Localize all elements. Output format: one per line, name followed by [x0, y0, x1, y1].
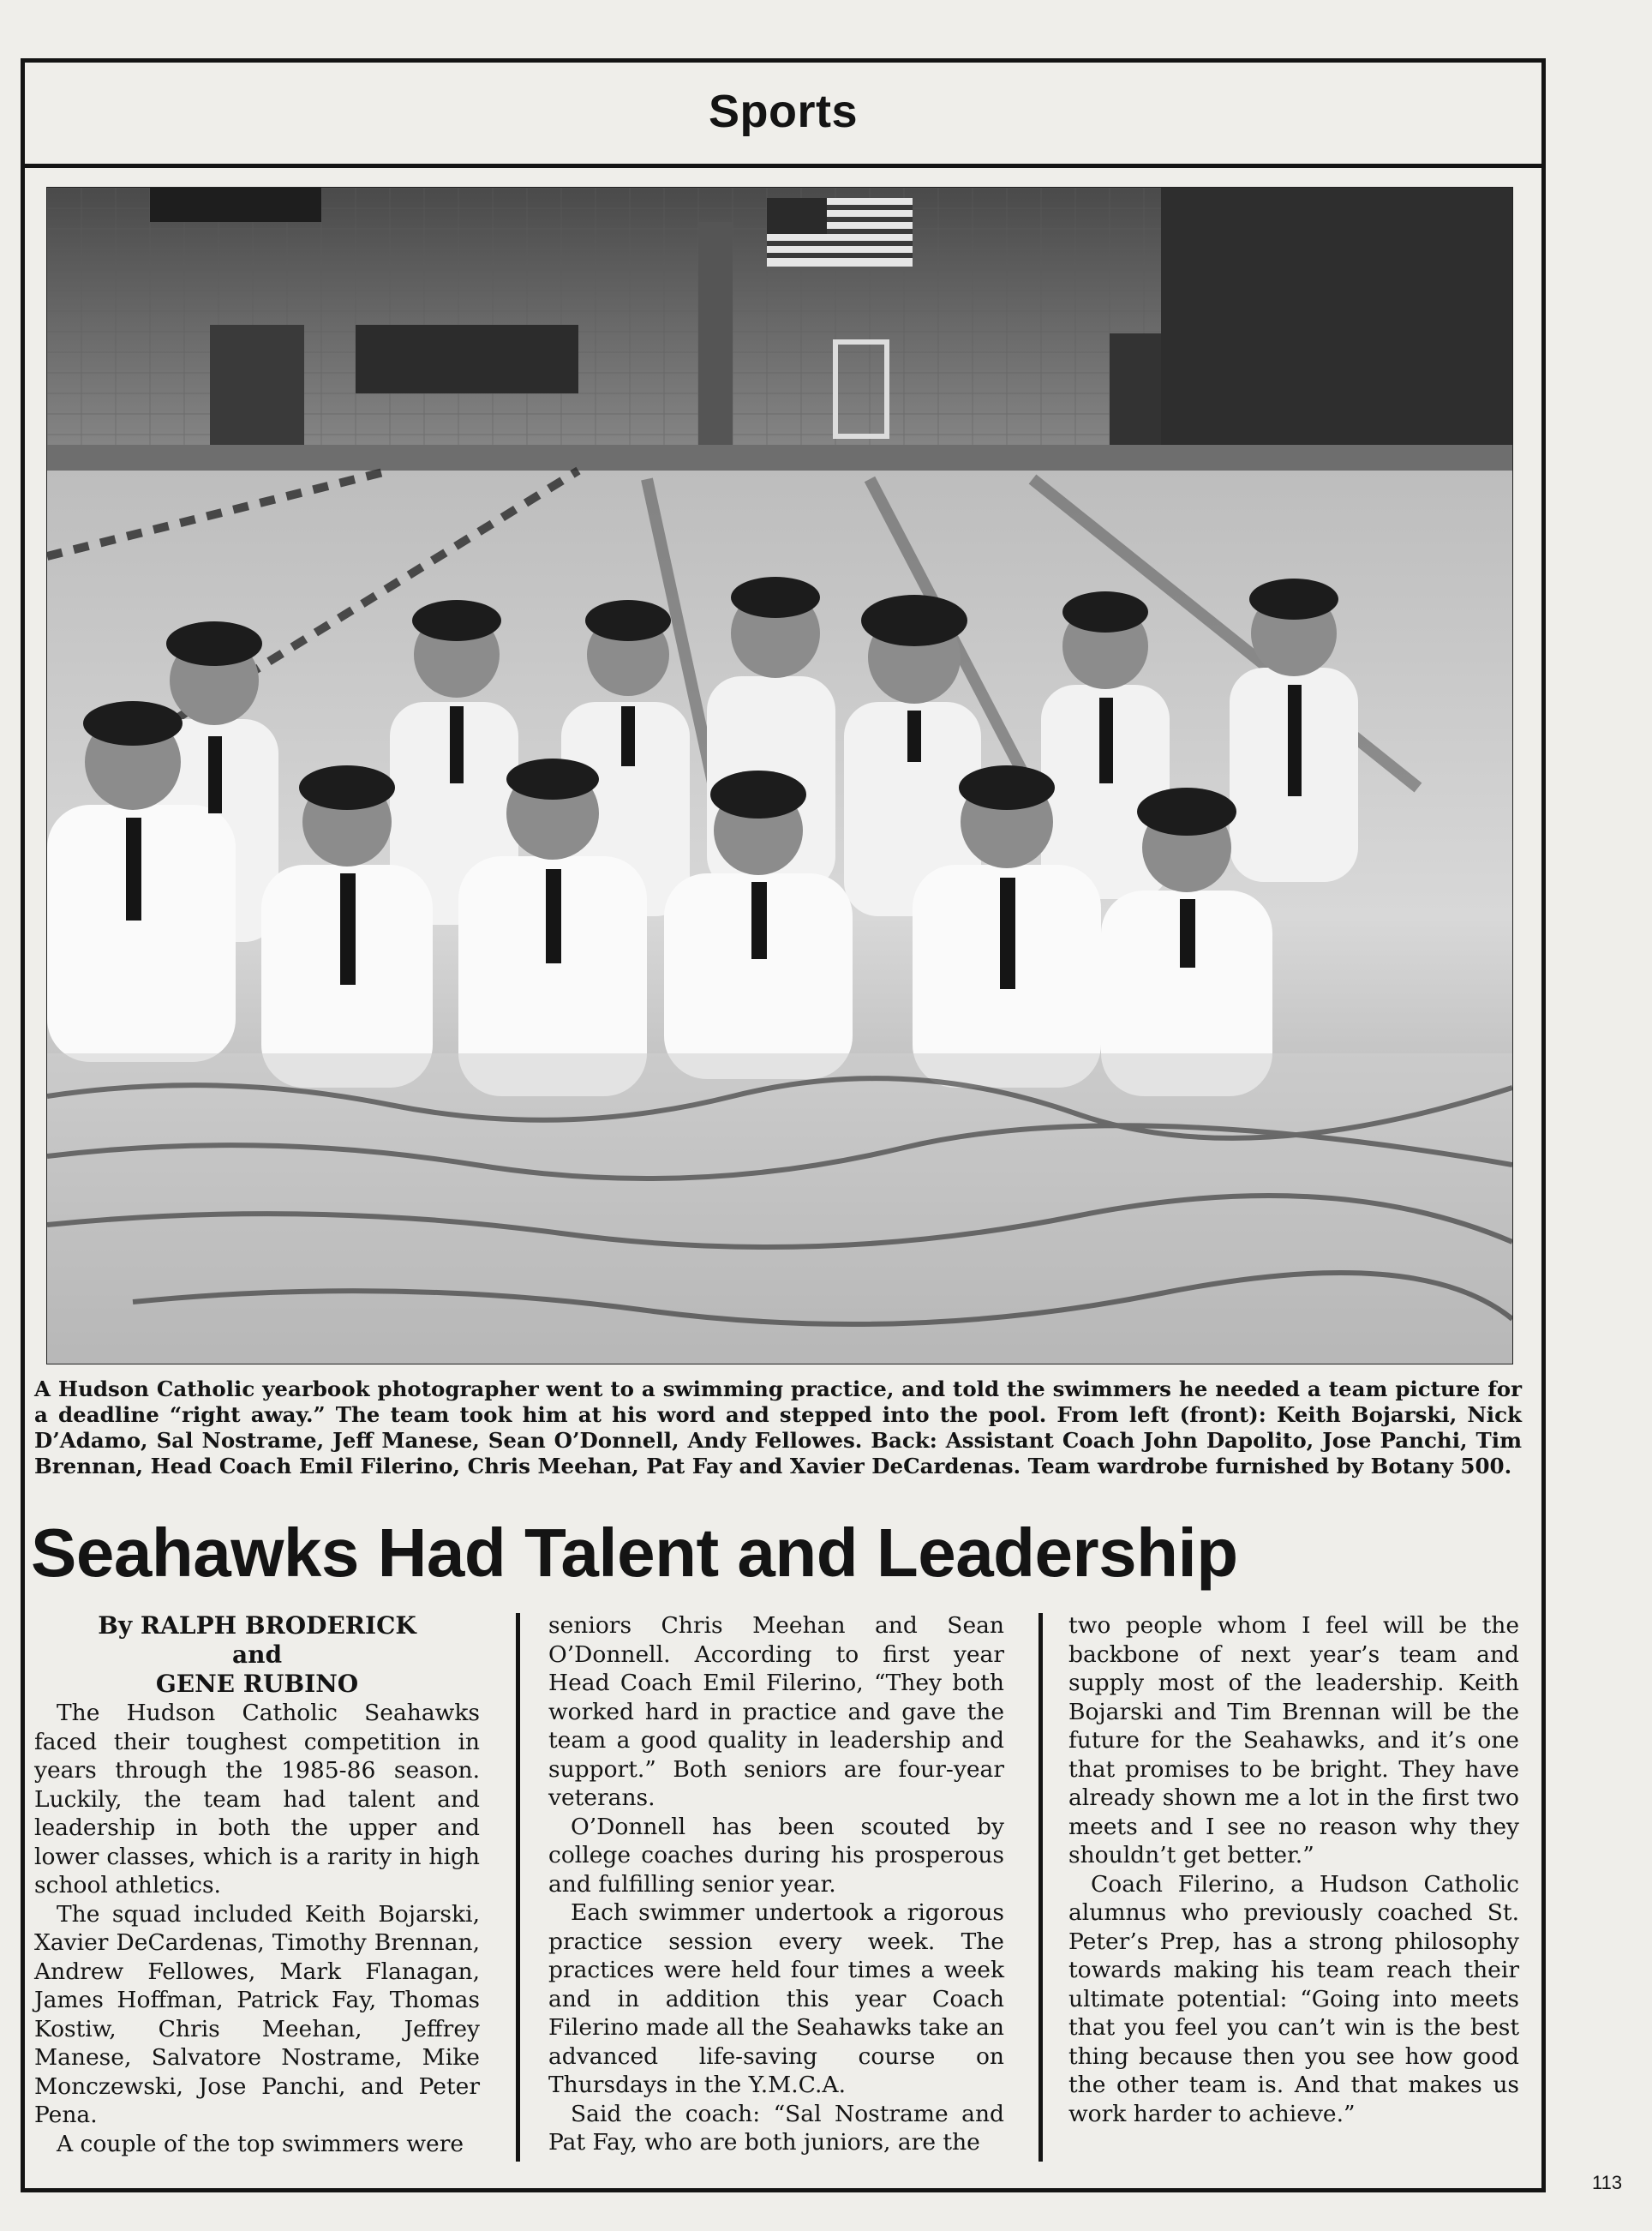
paragraph: Said the coach: “Sal Nostrame and Pat Fay, who are both juniors, are the	[548, 2100, 1004, 2156]
article-column-3	[1068, 1611, 1519, 2128]
paragraph: The squad included Keith Bojarski, Xavier DeCardenas, Timothy Brennan, Andrew Fellowes, Mark Flanagan, James Hoffman, Patrick Fay, Thomas Kostiw, Chris Meehan, Jeffrey Manese, Salvatore Nostrame, Mike Monczewski, Jose Panchi, and Peter Pena.	[34, 1900, 480, 2128]
byline-author-1: RALPH BRODERICK	[140, 1611, 416, 1640]
article-headline: Seahawks Had Talent and Leadership	[31, 1514, 1238, 1591]
paragraph: A couple of the top swimmers were	[57, 2130, 464, 2157]
team-photo-swimmers-in-pool-icon	[47, 188, 1512, 1364]
byline	[34, 1611, 480, 1699]
section-header	[21, 58, 1546, 168]
paragraph: The Hudson Catholic Seahawks faced their toughest competition in years through the 1985-86 season. Luckily, the team had talent and leadership in both the upper and lower classes, which is a rarity in high school athletics.	[34, 1700, 480, 1898]
article-column-2	[548, 1611, 1004, 2157]
paragraph: Coach Filerino, a Hudson Catholic alumnus who previously coached St. Peter’s Prep, has a strong philosophy towards making his team reach their ultimate potential: “Going into meets that you feel you can’t win is the best thing because then you see how good the other team is. And that makes us work harder to achieve.”	[1068, 1870, 1519, 2127]
paragraph: O’Donnell has been scouted by college coaches during his prosperous and fulfilling senior year.	[548, 1813, 1004, 1898]
section-title: Sports	[708, 85, 859, 137]
column-rule	[1038, 1613, 1043, 2162]
page-number: 113	[1592, 2172, 1623, 2193]
photo-caption: A Hudson Catholic yearbook photographer went to a swimming practice, and told the swimmers he needed a team picture for a deadline “right away.” The team took him at his word and stepped into the pool. From left (front): Keith Bojarski, Nick D’Adamo, Sal Nostrame, Jeff Manese, Sean O’Donnell, Andy Fellowes. Back: Assistant Coach John Dapolito, Jose Panchi, Tim Brennan, Head Coach Emil Filerino, Chris Meehan, Pat Fay and Xavier DeCardenas. Team wardrobe furnished by Botany 500.	[34, 1376, 1522, 1478]
byline-by: By	[98, 1611, 133, 1640]
column-rule	[516, 1613, 520, 2162]
article-column-1	[34, 1611, 480, 2158]
byline-and: and	[231, 1640, 283, 1669]
team-photo	[46, 187, 1513, 1364]
paragraph: two people whom I feel will be the backbone of next year’s team and supply most of the leadership. Keith Bojarski and Tim Brennan will be the future for the Seahawks, and it’s one that promises to be bright. They have already shown me a lot in the first two meets and I see no reason why they shouldn’t get better.”	[1068, 1612, 1519, 1868]
byline-author-2: GENE RUBINO	[155, 1670, 359, 1698]
paragraph: Each swimmer undertook a rigorous practice session every week. The practices were held four times a week and in addition this year Coach Filerino made all the Seahawks take an advanced life-saving course on Thursdays in the Y.M.C.A.	[548, 1899, 1004, 2098]
paragraph: seniors Chris Meehan and Sean O’Donnell. According to first year Head Coach Emil Filerino, “They both worked hard in practice and gave the team a good quality in leadership and support.” Both seniors are four-year veterans.	[548, 1612, 1004, 1811]
